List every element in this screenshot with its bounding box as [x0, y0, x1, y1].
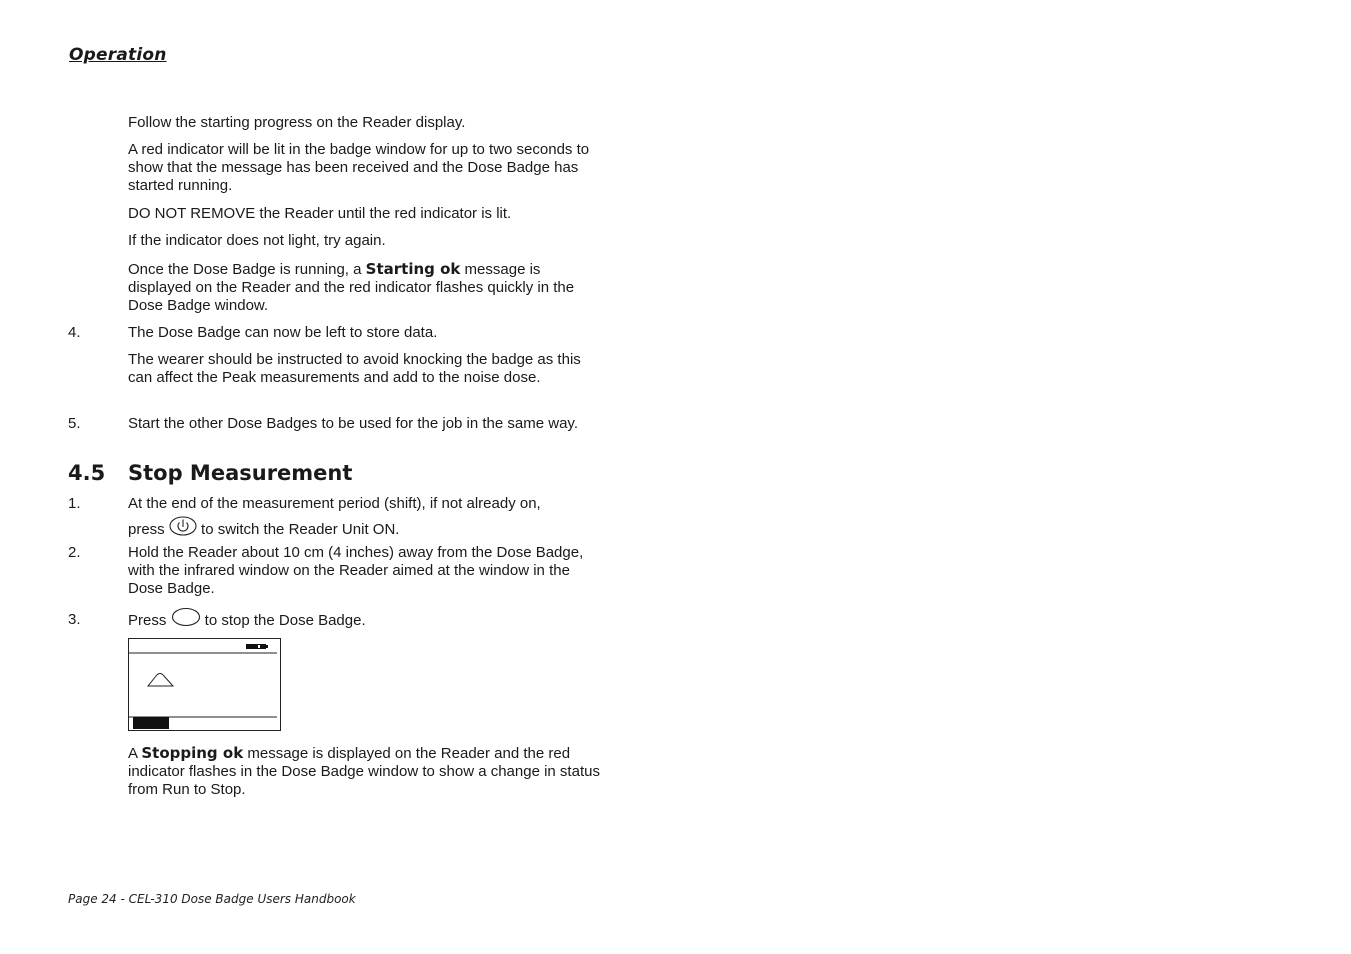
oval-key-icon: [171, 607, 201, 632]
paragraph-follow-progress: Follow the starting progress on the Reader display.: [128, 114, 466, 131]
item-number-4: 4.: [68, 324, 81, 341]
page-header: Operation: [69, 45, 167, 65]
starting-ok-text: Starting ok: [365, 260, 461, 278]
page-footer: Page 24 - CEL-310 Dose Badge Users Handbook: [68, 892, 356, 906]
section-heading: [68, 461, 353, 485]
item-4-text: The Dose Badge can now be left to store data.: [128, 324, 438, 341]
softkey-bar: [133, 717, 169, 729]
step-1-text: At the end of the measurement period (shift), if not already on, press to switch the Reader Unit ON.: [128, 495, 603, 541]
paragraph-wearer: The wearer should be instructed to avoid knocking the badge as this can affect the Peak measurements and add to the noise dose.: [128, 351, 581, 387]
battery-icon: [246, 644, 268, 649]
step-3-text: Press to stop the Dose Badge.: [128, 607, 603, 632]
paragraph-starting-ok: Once the Dose Badge is running, a Starting ok message is displayed on the Reader and the red indicator flashes quickly in the Dose Badge window.: [128, 260, 575, 315]
item-5-text: Start the other Dose Badges to be used for the job in the same way.: [128, 415, 578, 432]
item-number-5: 5.: [68, 415, 81, 432]
paragraph-stopping-ok: A Stopping ok message is displayed on the Reader and the red indicator flashes in the Dose Badge window to show a change in status from Run to Stop.: [128, 744, 600, 799]
paragraph-red-indicator: A red indicator will be lit in the badge window for up to two seconds to show that the message has been received and the Dose Badge has started running.: [128, 141, 590, 195]
section-number: 4.5: [68, 461, 106, 485]
reader-display: [128, 638, 281, 731]
paragraph-try-again: If the indicator does not light, try again.: [128, 232, 386, 249]
stopping-ok-text: Stopping ok: [141, 744, 244, 762]
section-title: Stop Measurement: [128, 461, 353, 485]
warning-triangle-icon: [148, 674, 173, 687]
power-button-icon: [169, 516, 197, 541]
step-number-3: 3.: [68, 611, 81, 628]
step-2-text: Hold the Reader about 10 cm (4 inches) away from the Dose Badge, with the infrared window on the Reader aimed at the window in the Dose Badge.: [128, 544, 584, 598]
step-number-2: 2.: [68, 544, 81, 561]
step-number-1: 1.: [68, 495, 81, 512]
paragraph-do-not-remove: DO NOT REMOVE the Reader until the red indicator is lit.: [128, 205, 512, 222]
